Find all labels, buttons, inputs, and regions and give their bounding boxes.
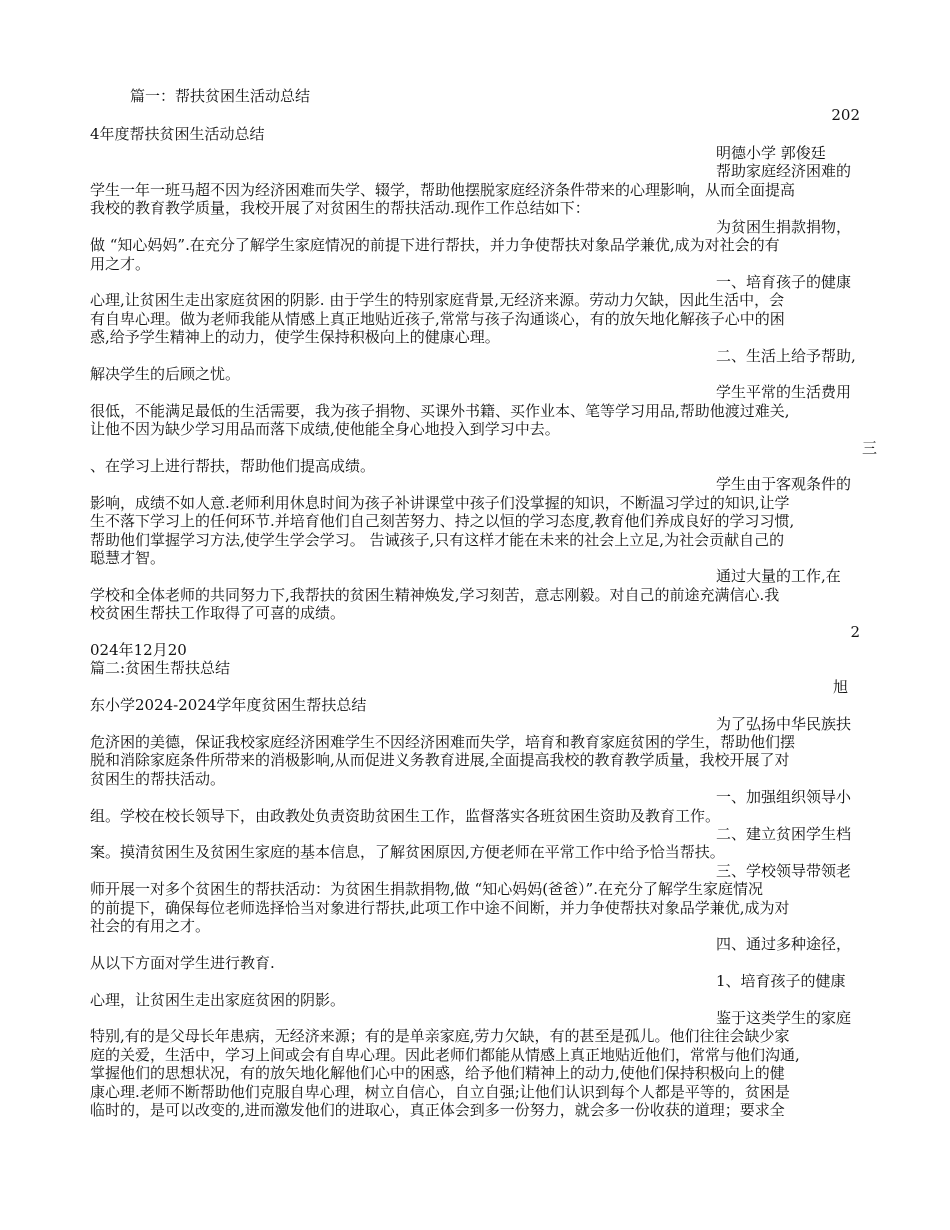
text-line: 鉴于这类学生的家庭 bbox=[716, 1009, 852, 1027]
text-line: 202 bbox=[831, 106, 860, 124]
text-line: 1、培育孩子的健康 bbox=[716, 972, 846, 990]
text-line: 从以下方面对学生进行教育. bbox=[90, 954, 275, 972]
text-line: 为了弘扬中华民族扶 bbox=[716, 715, 852, 733]
text-line: 三 bbox=[862, 439, 878, 457]
text-line: 为贫困生捐款捐物， bbox=[716, 218, 852, 236]
text-line: 特别,有的是父母长年患病，无经济来源；有的是单亲家庭,劳力欠缺，有的甚至是孤儿。他们往往会缺少家 bbox=[90, 1027, 790, 1045]
text-line: 通过大量的工作,在 bbox=[716, 567, 841, 585]
text-line: 一、培育孩子的健康 bbox=[716, 273, 852, 291]
text-line: 心理,让贫困生走出家庭贫困的阴影. 由于学生的特别家庭背景,无经济来源。劳动力欠缺，因此生活中，会 bbox=[90, 291, 785, 309]
text-line: 师开展一对多个贫困生的帮扶活动：为贫困生捐款捐物,做 “知心妈妈(爸爸）”.在充分了解学生家庭情况 bbox=[90, 880, 763, 898]
text-line: 三、学校领导带领老 bbox=[716, 862, 852, 880]
heading-part-one: 篇一：帮扶贫困生活动总结 bbox=[130, 87, 311, 105]
heading-part-two: 篇二:贫困生帮扶总结 bbox=[90, 659, 231, 677]
text-line: 社会的有用之才。 bbox=[90, 917, 211, 935]
text-line: 学生由于客观条件的 bbox=[716, 475, 852, 493]
text-line: 很低，不能满足最低的生活需要，我为孩子捐物、买课外书籍、买作业本、笔等学习用品,帮助他渡过难关, bbox=[90, 402, 790, 420]
text-line: 帮助家庭经济困难的 bbox=[716, 162, 852, 180]
text-line: 生不落下学习上的任何环节.并培育他们自己刻苦努力、持之以恒的学习态度,教育他们养成良好的学习习惯, bbox=[90, 512, 795, 530]
text-line: 庭的关爱，生活中，学习上间或会有自卑心理。因此老师们都能从情感上真正地贴近他们，常常与他们沟通, bbox=[90, 1046, 800, 1064]
text-line: 康心理.老师不断帮助他们克服自卑心理，树立自信心，自立自强;让他们认识到每个人都是平等的，贫困是 bbox=[90, 1083, 790, 1101]
text-line: 我校的教育教学质量，我校开展了对贫困生的帮扶活动.现作工作总结如下： bbox=[90, 199, 590, 217]
text-line: 惑,给予学生精神上的动力，使学生保持积极向上的健康心理。 bbox=[90, 328, 500, 346]
text-line: 学生平常的生活费用 bbox=[716, 383, 852, 401]
text-line: 学生一年一班马超不因为经济困难而失学、辍学，帮助他摆脱家庭经济条件带来的心理影响，从而全面提高 bbox=[90, 181, 796, 199]
text-line: 二、生活上给予帮助, bbox=[716, 347, 856, 365]
text-line: 脱和消除家庭条件所带来的消极影响,从而促进义务教育进展,全面提高我校的教育教学质量，我校开展了对 bbox=[90, 751, 790, 769]
text-line: 4年度帮扶贫困生活动总结 bbox=[90, 125, 265, 143]
text-line: 用之才。 bbox=[90, 255, 151, 273]
text-line: 组。学校在校长领导下，由政教处负责资助贫困生工作，监督落实各班贫困生资助及教育工作。 bbox=[90, 807, 721, 825]
text-line: 影响，成绩不如人意.老师利用休息时间为孩子补讲课堂中孩子们没掌握的知识，不断温习学过的知识,让学 bbox=[90, 494, 790, 512]
text-line: 、在学习上进行帮扶，帮助他们提高成绩。 bbox=[90, 457, 376, 475]
text-line: 案。摸清贫困生及贫困生家庭的基本信息，了解贫困原因,方便老师在平常工作中给予恰当帮扶。 bbox=[90, 843, 725, 861]
text-line: 临时的，是可以改变的,进而激发他们的进取心，真正体会到多一份努力，就会多一份收获的道理；要求全 bbox=[90, 1101, 785, 1119]
text-line: 贫困生的帮扶活动。 bbox=[90, 770, 226, 788]
text-line: 聪慧才智。 bbox=[90, 549, 166, 567]
text-line: 学校和全体老师的共同努力下,我帮扶的贫困生精神焕发,学习刻苦，意志刚毅。对自己的前途充满信心.我 bbox=[90, 586, 780, 604]
text-line: 四、通过多种途径， bbox=[716, 935, 852, 953]
author-line: 明德小学 郭俊廷 bbox=[716, 144, 826, 162]
text-line: 校贫困生帮扶工作取得了可喜的成绩。 bbox=[90, 604, 346, 622]
text-line: 旭 bbox=[833, 678, 849, 696]
text-line: 心理，让贫困生走出家庭贫困的阴影。 bbox=[90, 991, 346, 1009]
text-line: 有自卑心理。做为老师我能从情感上真正地贴近孩子,常常与孩子沟通谈心，有的放矢地化解孩子心中的困 bbox=[90, 310, 785, 328]
date-line: 024年12月20 bbox=[90, 641, 187, 659]
text-line: 掌握他们的思想状况，有的放矢地化解他们心中的困惑，给予他们精神上的动力,使他们保持积极向上的健 bbox=[90, 1064, 785, 1082]
text-line: 的前提下，确保每位老师选择恰当对象进行帮扶,此项工作中途不间断，并力争使帮扶对象品学兼优,成为对 bbox=[90, 899, 790, 917]
text-line: 2 bbox=[850, 623, 860, 641]
text-line: 让他不因为缺少学习用品而落下成绩,使他能全身心地投入到学习中去。 bbox=[90, 420, 560, 438]
text-line: 二、建立贫困学生档 bbox=[716, 825, 852, 843]
text-line: 危济困的美德，保证我校家庭经济困难学生不因经济困难而失学，培育和教育家庭贫困的学生，帮助他们摆 bbox=[90, 733, 796, 751]
text-line: 做 “知心妈妈”.在充分了解学生家庭情况的前提下进行帮扶，并力争使帮扶对象品学兼优,成为对社会的有 bbox=[90, 236, 780, 254]
text-line: 一、加强组织领导小 bbox=[716, 788, 852, 806]
text-line: 解决学生的后顾之忧。 bbox=[90, 365, 241, 383]
text-line: 东小学2024-2024学年度贫困生帮扶总结 bbox=[90, 696, 367, 714]
text-line: 帮助他们掌握学习方法,使学生学会学习。 告诫孩子,只有这样才能在未来的社会上立足,为社会贡献自己的 bbox=[90, 531, 785, 549]
